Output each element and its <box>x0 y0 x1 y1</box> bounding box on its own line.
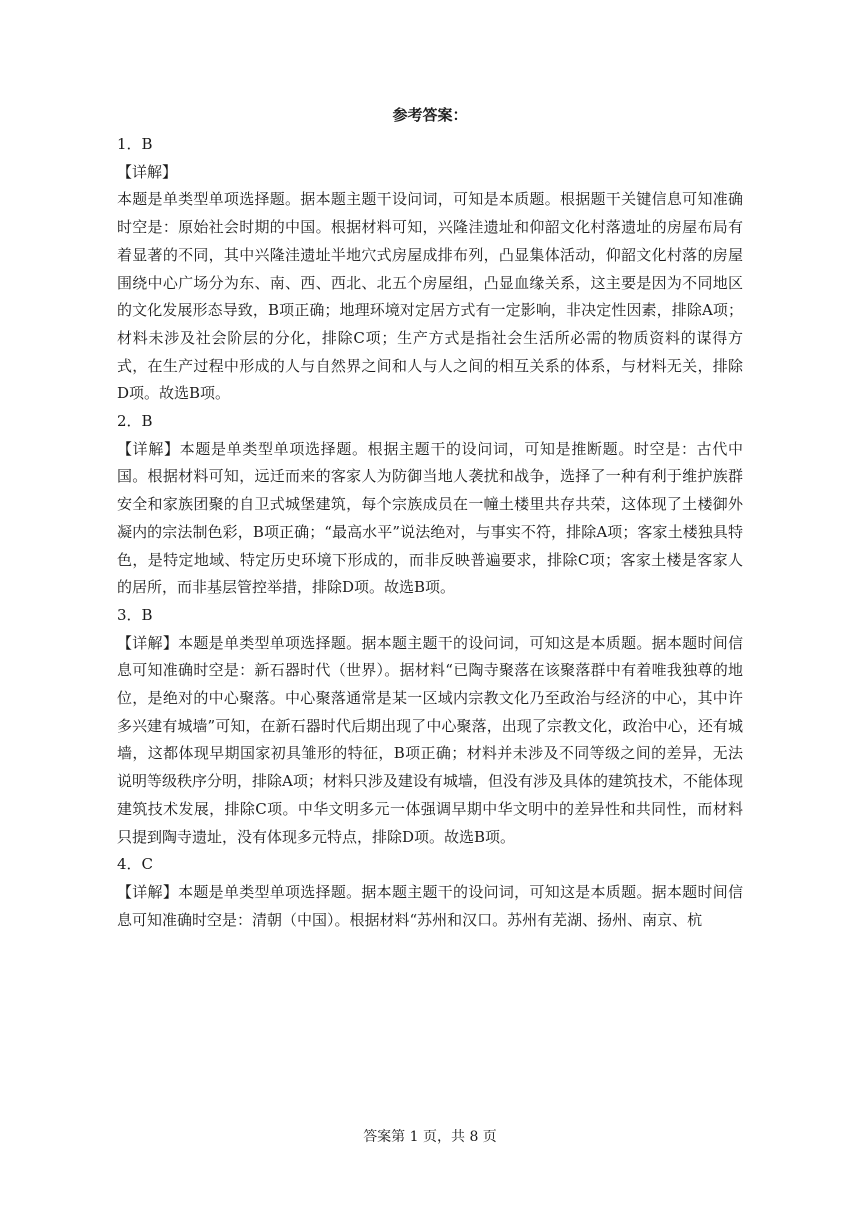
q2-explanation: 【详解】本题是单类型单项选择题。根据主题干的设问词，可知是推断题。时空是：古代中国。根据材料可知，远迁而来的客家人为防御当地人袭扰和战争，选择了一种有利于维护族群安全和家族团聚的自卫式城堡建筑，每个宗族成员在一幢土楼里共存共荣，这体现了土楼御外凝内的宗法制色彩，B项正确；“最高水平”说法绝对，与事实不符，排除A项；客家土楼独具特色，是特定地域、特定历史环境下形成的，而非反映普遍要求，排除C项；客家土楼是客家人的居所，而非基层管控举措，排除D项。故选B项。 <box>117 439 743 597</box>
q4-explanation: 【详解】本题是单类型单项选择题。据本题主题干的设问词，可知这是本质题。据本题时间信息可知准确时空是：清朝（中国）。根据材料“苏州和汉口。苏州有芜湖、扬州、南京、杭 <box>117 882 743 929</box>
q1-label: 1．B <box>117 135 153 153</box>
page-footer: 答案第 1 页，共 8 页 <box>363 1129 497 1145</box>
answer-content <box>117 131 743 934</box>
page-title: 参考答案： <box>392 106 468 124</box>
q3-label: 3．B <box>117 605 153 624</box>
q1-explanation: 本题是单类型单项选择题。据本题主题干设问词，可知是本质题。根据题干关键信息可知准确时空是：原始社会时期的中国。根据材料可知，兴隆洼遗址和仰韶文化村落遗址的房屋布局有着显著的不同，其中兴隆洼遗址半地穴式房屋成排布列，凸显集体活动，仰韶文化村落的房屋围绕中心广场分为东、南、西、西北、北五个房屋组，凸显血缘关系，这主要是因为不同地区的文化发展形态导致，B项正确；地理环境对定居方式有一定影响，非决定性因素，排除A项；材料未涉及社会阶层的分化，排除C项；生产方式是指社会生活所必需的物质资料的谋得方式，在生产过程中形成的人与自然界之间和人与人之间的相互关系的体系，与材料无关，排除D项。故选B项。 <box>117 190 743 403</box>
q1-detail-tag: 【详解】 <box>117 162 178 181</box>
q4-label: 4．C <box>117 855 154 874</box>
q3-explanation: 【详解】本题是单类型单项选择题。据本题主题干的设问词，可知这是本质题。据本题时间信息可知准确时空是：新石器时代（世界）。据材料“已陶寺聚落在该聚落群中有着唯我独尊的地位，是绝对的中心聚落。中心聚落通常是某一区域内宗教文化乃至政治与经济的中心，其中许多兴建有城墙”可知，在新石器时代后期出现了中心聚落，出现了宗教文化，政治中心，还有城墙，这都体现早期国家初具雏形的特征，B项正确；材料并未涉及不同等级之间的差异，无法说明等级秩序分明，排除A项；材料只涉及建设有城墙，但没有涉及具体的建筑技术，不能体现建筑技术发展，排除C项。中华文明多元一体强调早期中华文明中的差异性和共同性，而材料只提到陶寺遗址，没有体现多元特点，排除D项。故选B项。 <box>117 633 743 846</box>
q2-label: 2．B <box>117 412 153 431</box>
